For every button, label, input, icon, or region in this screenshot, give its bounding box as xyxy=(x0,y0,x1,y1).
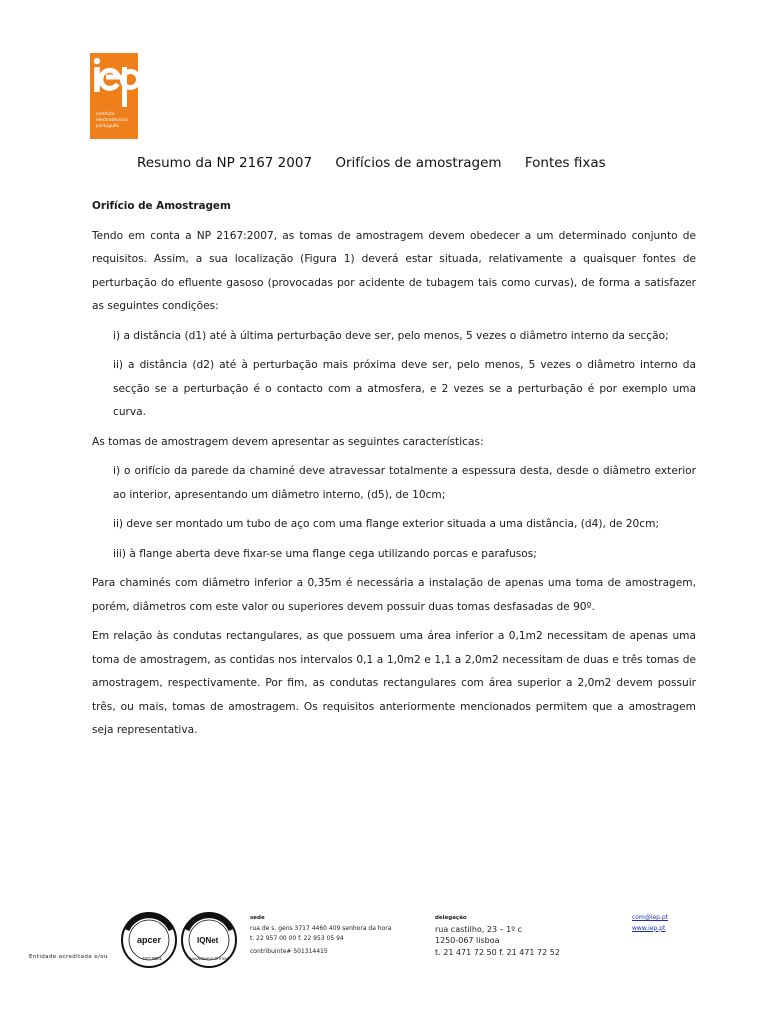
chimneys-paragraph: Para chaminés com diâmetro inferior a 0,35m é necessária a instalação de apenas uma toma de amostragem, porém, diâmetros com este valor ou superiores devem possuir duas tomas desfasadas de 90º. xyxy=(92,577,696,613)
delegacao-phone: t. 21 471 72 50 f. 21 471 72 52 xyxy=(435,947,560,957)
apcer-iso-label: ISO 9001 xyxy=(143,956,163,961)
website-link[interactable]: www.iep.pt xyxy=(632,924,666,932)
logo-subtitle-line: português xyxy=(96,124,119,129)
email-link[interactable]: com@iep.pt xyxy=(632,914,669,921)
logo-subtitle-line: instituto xyxy=(96,112,115,117)
title-subject: Orifícios de amostragem xyxy=(335,155,502,171)
sede-phone: t. 22 957 00 00 f. 22 953 05 94 xyxy=(250,935,344,942)
title-category: Fontes fixas xyxy=(524,155,606,171)
apcer-seal-icon xyxy=(122,913,176,967)
footer-headquarters xyxy=(250,913,391,957)
characteristic-ii: ii) deve ser montado um tubo de aço com uma flange exterior situada a uma distância, (d4), de 20cm; xyxy=(113,518,660,530)
title-standard: Resumo da NP 2167 2007 xyxy=(137,155,313,171)
iqnet-wordmark: IQNet xyxy=(197,936,219,945)
condition-ii: ii) a distância (d2) até à perturbação mais próxima deve ser, pelo menos, 5 vezes o diâmetro interno da secção se a perturbação é o contacto com a atmosfera, e 2 vezes se a perturbação é por exemplo uma curva. xyxy=(113,359,696,418)
sede-address: rua de s. gens 3717 4460 409 senhora da hora xyxy=(250,924,392,932)
iqnet-seal-icon xyxy=(182,913,236,967)
delegacao-street: rua castilho, 23 – 1º c xyxy=(435,924,522,934)
characteristics-intro: As tomas de amostragem devem apresentar as seguintes características: xyxy=(92,435,484,448)
sede-label: sede xyxy=(250,915,265,921)
rectangular-ducts-paragraph: Em relação às condutas rectangulares, as que possuem uma área inferior a 0,1m2 necessitam de apenas uma toma de amostragem, as contidas nos intervalos 0,1 a 1,0m2 e 1,1 a 2,0m2 necessitam de duas e três tomas de amostragem, respectivamente. Por fim, as condutas rectangulares com área superior a 2,0m2 devem possuir três, ou mais, tomas de amostragem. Os requisitos anteriormente mencionados permitem que a amostragem seja representativa. xyxy=(92,630,696,736)
iep-logo-mark xyxy=(90,53,138,111)
intro-paragraph: Tendo em conta a NP 2167:2007, as tomas de amostragem devem obedecer a um determinado conjunto de requisitos. Assim, a sua localização (Figura 1) deverá estar situada, relativamente a quaisquer fontes de perturbação do efluente gasoso (provocadas por acidente de tubagem tais como curvas), de forma a satisfazer as seguintes condições: xyxy=(92,229,696,312)
condition-i: i) a distância (d1) até à última perturbação deve ser, pelo menos, 5 vezes o diâmetro interno da secção; xyxy=(113,329,669,342)
iqnet-system-label: MANAGEMENT SYSTEM xyxy=(190,957,229,961)
certification-seals xyxy=(117,910,242,970)
apcer-wordmark: apcer xyxy=(137,935,162,945)
document-body xyxy=(92,195,696,749)
characteristic-i: i) o orifício da parede da chaminé deve atravessar totalmente a espessura desta, desde o diâmetro exterior ao interior, apresentando um diâmetro interno, (d5), de 10cm; xyxy=(113,465,696,501)
sede-tax-number: contribuinte# 501314415 xyxy=(250,947,328,955)
delegacao-label: delegação xyxy=(435,915,467,921)
footer-contacts xyxy=(632,913,668,934)
section-heading: Orifício de Amostragem xyxy=(92,200,231,212)
iep-logo xyxy=(90,53,138,139)
iep-logo-subtitle xyxy=(96,112,136,130)
characteristic-iii: iii) à flange aberta deve fixar-se uma flange cega utilizando porcas e parafusos; xyxy=(113,547,537,560)
delegacao-city: 1250-067 lisboa xyxy=(435,936,500,945)
document-title xyxy=(137,155,625,171)
accreditation-note: Entidade acreditada e/ou xyxy=(29,954,108,960)
footer-branch xyxy=(435,913,560,958)
logo-subtitle-line: electrotécnico xyxy=(96,118,128,123)
